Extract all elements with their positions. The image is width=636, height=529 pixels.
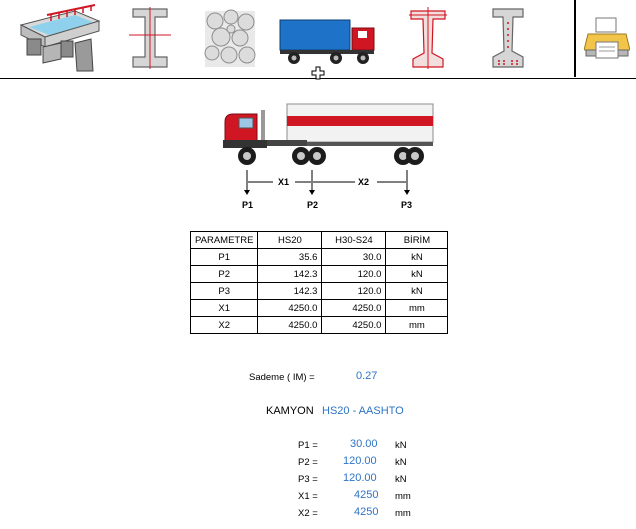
result-label-x2: X2 = xyxy=(298,508,318,519)
result-unit-x1: mm xyxy=(395,491,411,502)
truck-axle-diagram xyxy=(215,100,440,215)
result-value-p1: 30.00 xyxy=(350,438,378,450)
p1-label: P1 xyxy=(242,200,254,210)
table-cell: 30.0 xyxy=(322,249,386,266)
table-row xyxy=(191,317,448,334)
table-cell: P2 xyxy=(191,266,258,283)
table-cell: 35.6 xyxy=(258,249,322,266)
move-cursor-icon xyxy=(311,66,325,80)
bridge-icon xyxy=(15,3,103,73)
column-header: BİRİM xyxy=(386,232,448,249)
i-beam-tendon-icon xyxy=(487,5,529,71)
result-unit-p3: kN xyxy=(395,474,407,485)
table-row xyxy=(191,249,448,266)
x2-label: X2 xyxy=(358,177,370,187)
table-header-row xyxy=(191,232,448,249)
table-cell: 4250.0 xyxy=(322,300,386,317)
x1-label: X1 xyxy=(278,177,290,187)
result-unit-p2: kN xyxy=(395,457,407,468)
result-label-x1: X1 = xyxy=(298,491,318,502)
result-unit-p1: kN xyxy=(395,440,407,451)
table-cell: P3 xyxy=(191,283,258,300)
impact-value[interactable]: 0.27 xyxy=(356,370,378,382)
truck-load-tool-button[interactable] xyxy=(277,2,379,74)
table-row xyxy=(191,266,448,283)
table-cell: 120.0 xyxy=(322,266,386,283)
table-row xyxy=(191,283,448,300)
result-value-p2: 120.00 xyxy=(343,455,377,467)
table-cell: 142.3 xyxy=(258,266,322,283)
i-beam-section-icon xyxy=(127,5,173,71)
table-cell: 120.0 xyxy=(322,283,386,300)
truck-type-label: KAMYON xyxy=(266,405,314,417)
result-unit-x2: mm xyxy=(395,508,411,519)
result-label-p3: P3 = xyxy=(298,474,318,485)
beam-tendon-tool-button[interactable] xyxy=(485,2,530,74)
result-label-p1: P1 = xyxy=(298,440,318,451)
table-cell: 4250.0 xyxy=(258,300,322,317)
table-cell: 142.3 xyxy=(258,283,322,300)
column-header: PARAMETRE xyxy=(191,232,258,249)
table-cell: kN xyxy=(386,283,448,300)
printer-icon xyxy=(584,16,630,62)
print-button[interactable] xyxy=(574,0,636,77)
truck-load-icon xyxy=(278,8,378,68)
table-cell: kN xyxy=(386,266,448,283)
beam-reinforcement-tool-button[interactable] xyxy=(405,2,450,74)
bridge-tool-button[interactable] xyxy=(14,2,104,74)
result-label-p2: P2 = xyxy=(298,457,318,468)
result-value-p3: 120.00 xyxy=(343,472,377,484)
column-header: H30-S24 xyxy=(322,232,386,249)
impact-label: Sademe ( IM) = xyxy=(249,372,315,383)
aggregate-tool-button[interactable] xyxy=(200,2,260,74)
column-header: HS20 xyxy=(258,232,322,249)
aggregate-icon xyxy=(201,5,259,71)
result-value-x1: 4250 xyxy=(354,489,379,501)
truck-illustration xyxy=(215,100,440,215)
table-cell: mm xyxy=(386,317,448,334)
table-cell: X1 xyxy=(191,300,258,317)
table-cell: 4250.0 xyxy=(258,317,322,334)
parameter-table xyxy=(190,231,448,334)
truck-type-value[interactable]: HS20 - AASHTO xyxy=(322,405,404,417)
beam-section-tool-button[interactable] xyxy=(125,2,175,74)
result-value-x2: 4250 xyxy=(354,506,379,518)
table-cell: kN xyxy=(386,249,448,266)
table-row xyxy=(191,300,448,317)
table-cell: mm xyxy=(386,300,448,317)
p3-label: P3 xyxy=(401,200,413,210)
i-beam-reinforcement-icon xyxy=(407,5,449,71)
table-cell: P1 xyxy=(191,249,258,266)
table-cell: X2 xyxy=(191,317,258,334)
table-cell: 4250.0 xyxy=(322,317,386,334)
p2-label: P2 xyxy=(307,200,319,210)
